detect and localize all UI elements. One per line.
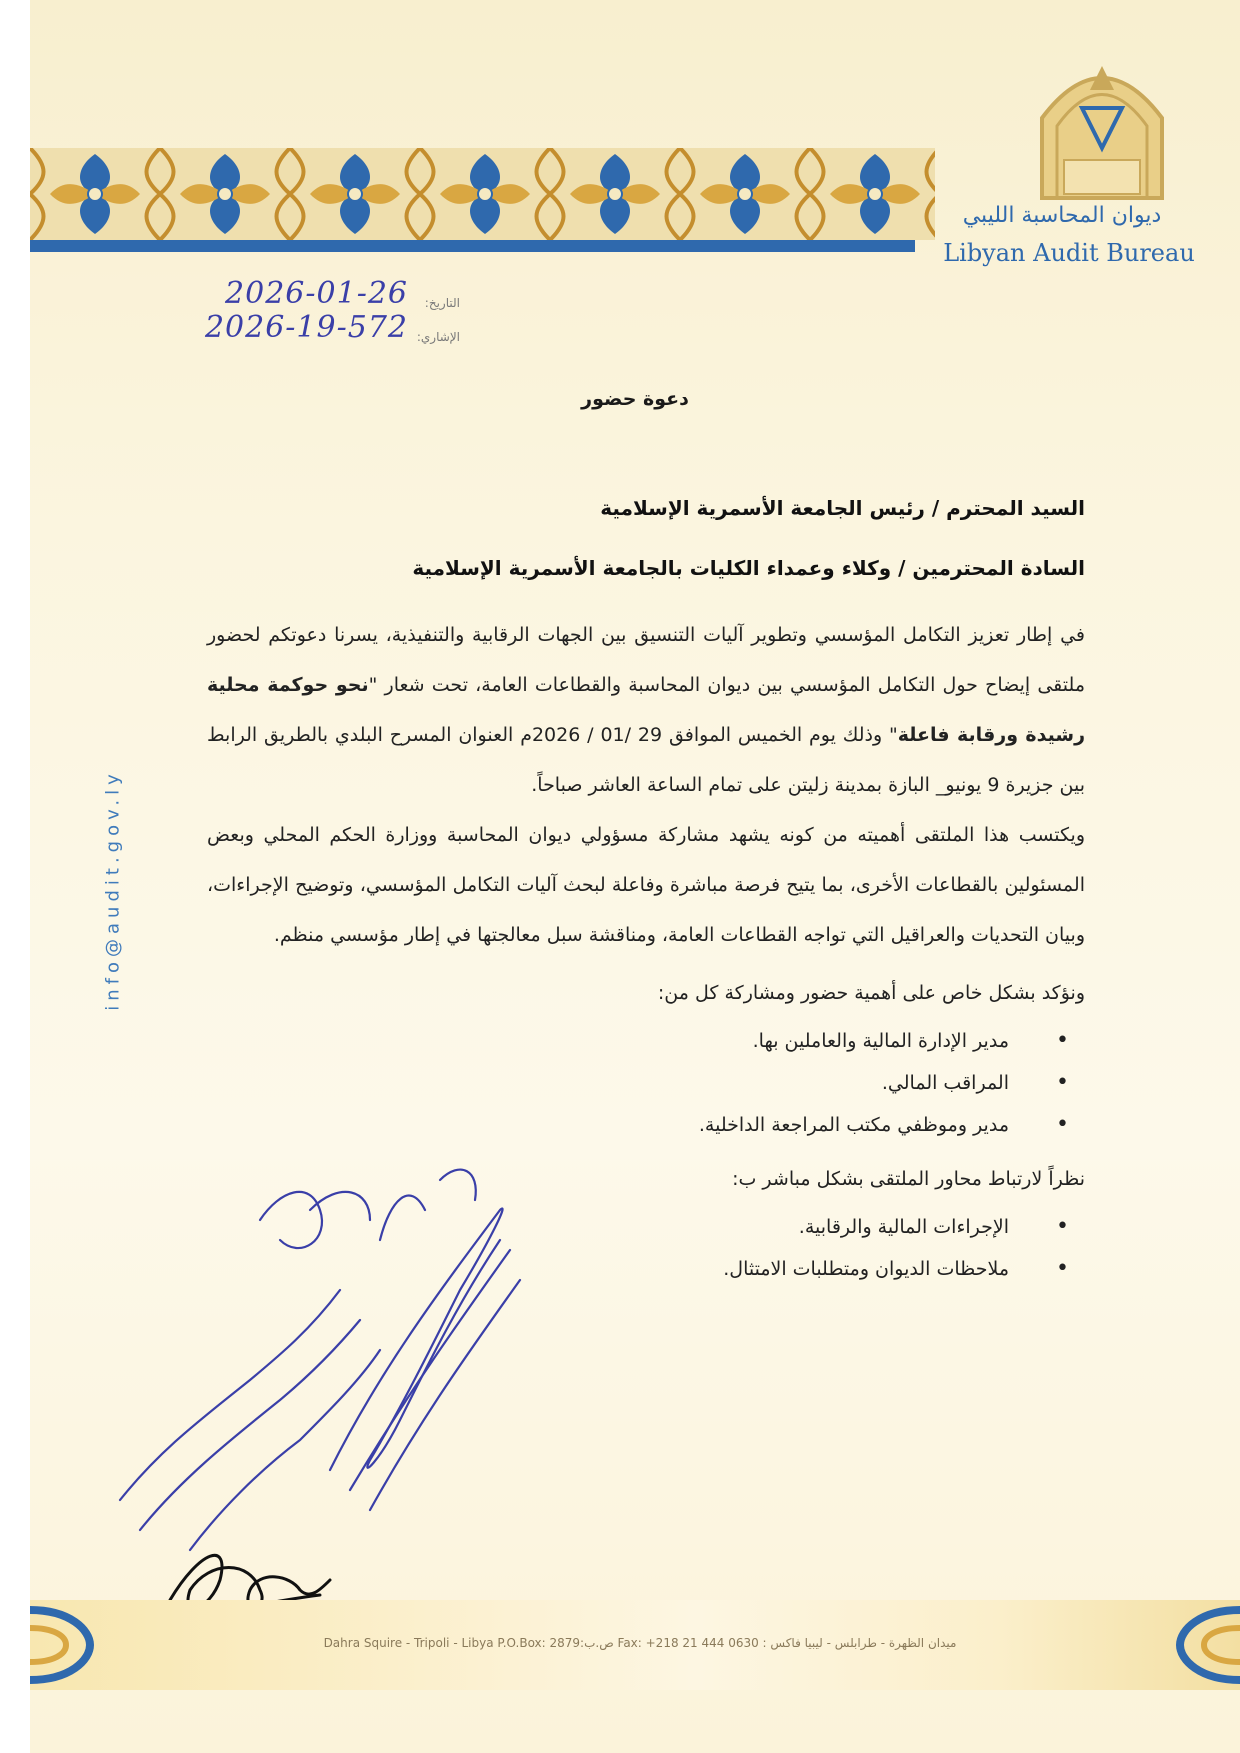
invitation-text-start: في إطار تعزيز التكامل المؤسسي وتطوير آليات التنسيق بين الجهات الرقابية والتنفيذية، يسرنا دعوتكم لحضور ملتقى إيضاح حول التكامل المؤسسي بين ديوان المحاسبة والقطاعات العامة، تحت شعار ": [207, 624, 1085, 696]
arabesque-pattern-icon: [30, 148, 935, 240]
footer-ornament-left: [30, 1600, 110, 1690]
org-name-arabic: ديوان المحاسبة الليبي: [962, 203, 1162, 228]
handwriting-scribble-icon: [80, 1120, 600, 1640]
org-name-english: Libyan Audit Bureau: [943, 239, 1195, 267]
ornament-corner-icon: [30, 1600, 110, 1690]
date-value: 2026-01-26: [225, 276, 408, 311]
date-label: التاريخ:: [424, 296, 460, 310]
reference-line: [160, 310, 460, 344]
list-item: • الإجراءات المالية والرقابية.: [207, 1206, 1035, 1248]
footer-address: Dahra Squire - Tripoli - Libya P.O.Box: 2879:ص.ب Fax: +218 21 444 0630 : ميدان الظهرة - طرابلس - ليبيا فاكس: [323, 1636, 957, 1650]
reference-value: 2026-19-572: [204, 310, 408, 345]
list-item: • مدير وموظفي مكتب المراجعة الداخلية.: [207, 1104, 1035, 1146]
letter-page: [30, 0, 1240, 1753]
side-email-text: info@audit.gov.ly: [102, 769, 124, 1011]
handwritten-annotation: [80, 1120, 600, 1640]
ornament-corner-icon: [1160, 1600, 1240, 1690]
footer-ornament-right: [1160, 1600, 1240, 1690]
importance-paragraph: ويكتسب هذا الملتقى أهميته من كونه يشهد مشاركة مسؤولي ديوان المحاسبة ووزارة الحكم المحلي وبعض المسئولين بالقطاعات الأخرى، بما يتيح فرصة مباشرة وفاعلة لبحث آليات التكامل المؤسسي، وتوضيح الإجراءات، وبيان التحديات والعراقيل التي تواجه القطاعات العامة، ومناقشة سبل معالجتها في إطار مؤسسي منظم.: [207, 824, 1085, 946]
bureau-emblem-icon: [1012, 48, 1192, 203]
event-slogan: نحو حوكمة محلية رشيدة ورقابة فاعلة: [207, 674, 1086, 746]
audit-bureau-logo: [1012, 48, 1192, 203]
side-email: [98, 740, 128, 1040]
list-item: • المراقب المالي.: [207, 1062, 1035, 1104]
list-item: • ملاحظات الديوان ومتطلبات الامتثال.: [207, 1248, 1035, 1290]
addressee-secondary: السادة المحترمين / وكلاء وعمداء الكليات بالجامعة الأسمرية الإسلامية: [412, 556, 1085, 580]
reference-label: الإشاري:: [416, 330, 460, 344]
ornamental-band: [30, 148, 935, 240]
blue-rule: [30, 240, 915, 252]
invitation-paragraph: [207, 610, 1085, 810]
list-item: • مدير الإدارة المالية والعاملين بها.: [207, 1020, 1035, 1062]
participants-intro: ونؤكد بشكل خاص على أهمية حضور ومشاركة كل من:: [657, 982, 1085, 1004]
date-line: [160, 276, 460, 310]
topics-intro: نظراً لارتباط محاور الملتقى بشكل مباشر ب:: [732, 1168, 1085, 1190]
addressee-primary: السيد المحترم / رئيس الجامعة الأسمرية الإسلامية: [600, 496, 1085, 520]
invitation-text-end: " وذلك يوم الخميس الموافق 29 /01 / 2026م العنوان المسرح البلدي بالطريق الرابط بين جزيرة 9 يونيو_ البازة بمدينة زليتن على تمام الساعة العاشر صباحاً.: [207, 724, 1085, 796]
letter-title: دعوة حضور: [581, 388, 689, 410]
